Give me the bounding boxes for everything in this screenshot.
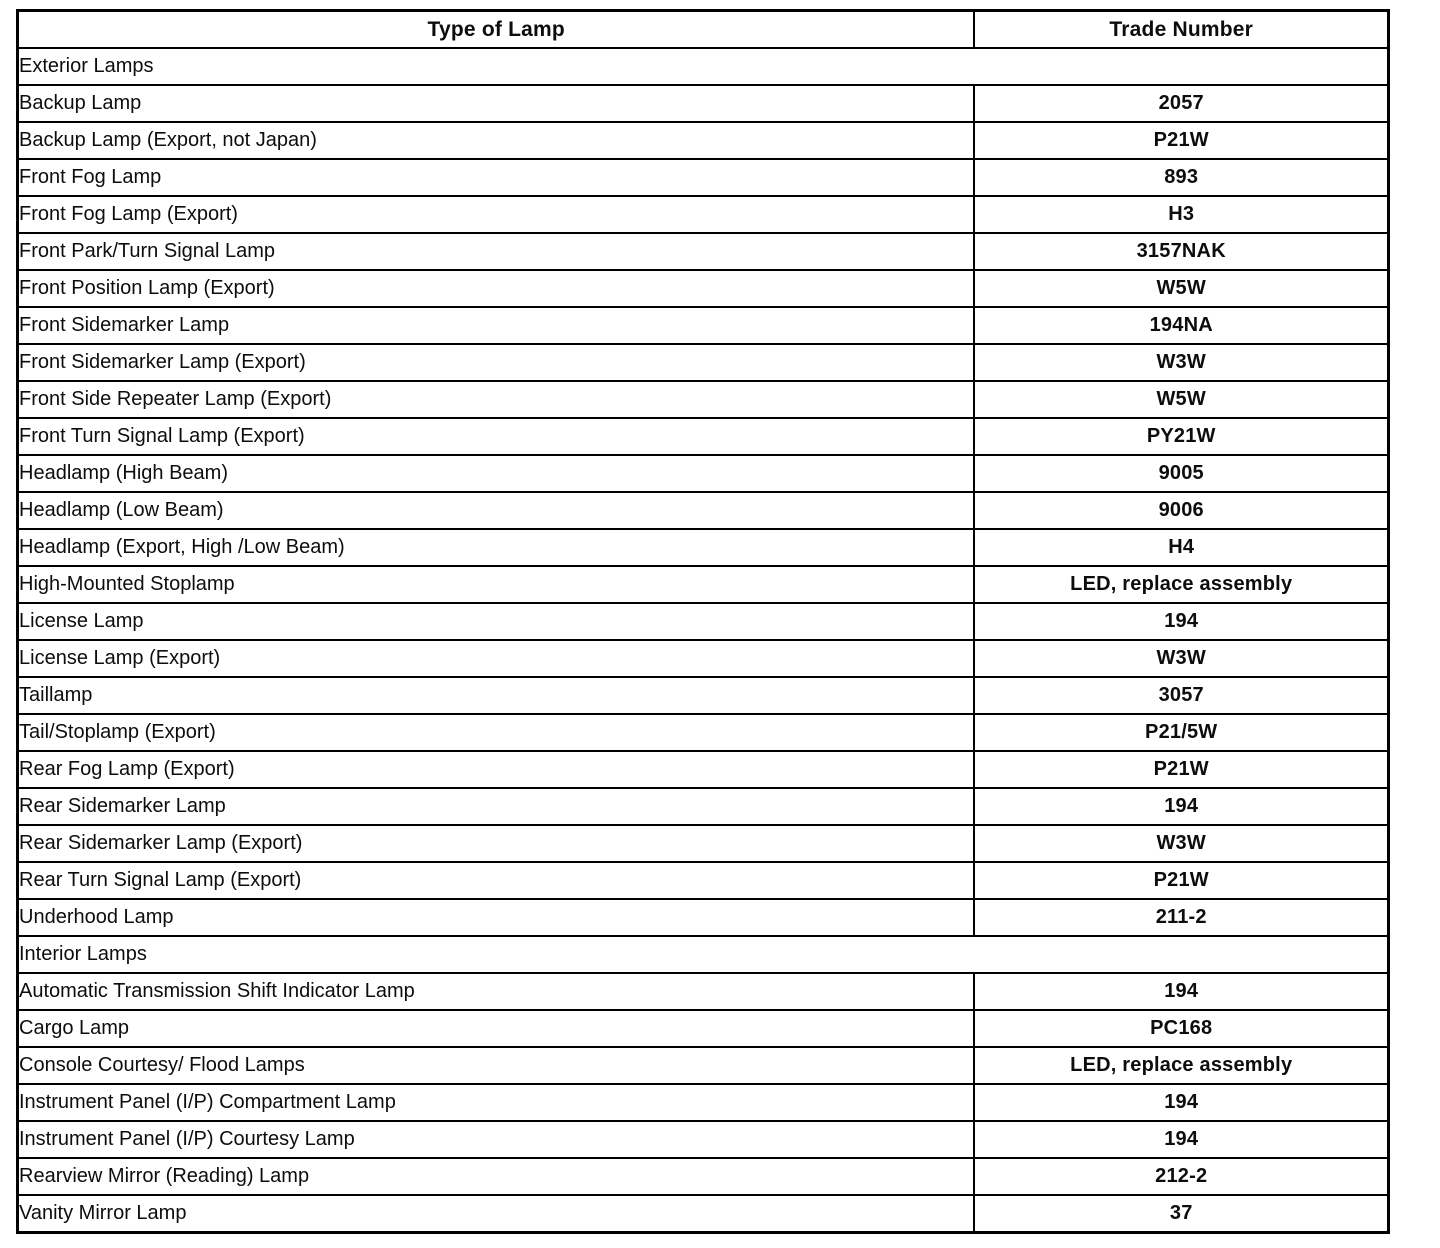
trade-number-cell: W3W <box>974 640 1388 677</box>
table-row <box>18 1047 1389 1084</box>
trade-number-cell: 194 <box>974 973 1388 1010</box>
lamp-type-cell: Backup Lamp (Export, not Japan) <box>18 122 975 159</box>
table-row <box>18 677 1389 714</box>
trade-number-cell: 3157NAK <box>974 233 1388 270</box>
table-row <box>18 566 1389 603</box>
trade-number-cell: H3 <box>974 196 1388 233</box>
table-row <box>18 825 1389 862</box>
table-row <box>18 862 1389 899</box>
trade-number-cell: 37 <box>974 1195 1388 1233</box>
trade-number-cell: W5W <box>974 270 1388 307</box>
table-row <box>18 1121 1389 1158</box>
table-row <box>18 381 1389 418</box>
lamp-type-cell: High-Mounted Stoplamp <box>18 566 975 603</box>
lamp-type-cell: Console Courtesy/ Flood Lamps <box>18 1047 975 1084</box>
trade-number-cell: 212-2 <box>974 1158 1388 1195</box>
lamp-type-cell: License Lamp (Export) <box>18 640 975 677</box>
lamp-type-cell: Cargo Lamp <box>18 1010 975 1047</box>
trade-number-cell: P21W <box>974 862 1388 899</box>
table-body <box>18 48 1389 1233</box>
table-row <box>18 455 1389 492</box>
table-row <box>18 788 1389 825</box>
table-row <box>18 344 1389 381</box>
table-row <box>18 529 1389 566</box>
trade-number-cell: LED, replace assembly <box>974 1047 1388 1084</box>
trade-number-cell: P21/5W <box>974 714 1388 751</box>
table-row <box>18 899 1389 936</box>
table-row <box>18 85 1389 122</box>
table-row <box>18 640 1389 677</box>
lamp-type-cell: Rear Sidemarker Lamp <box>18 788 975 825</box>
lamp-type-cell: Instrument Panel (I/P) Courtesy Lamp <box>18 1121 975 1158</box>
lamp-type-cell: Front Position Lamp (Export) <box>18 270 975 307</box>
lamp-type-cell: Headlamp (Low Beam) <box>18 492 975 529</box>
table-row <box>18 196 1389 233</box>
trade-number-cell: PY21W <box>974 418 1388 455</box>
table-row <box>18 307 1389 344</box>
lamp-type-cell: License Lamp <box>18 603 975 640</box>
trade-number-cell: 194 <box>974 1084 1388 1121</box>
lamp-type-cell: Front Fog Lamp (Export) <box>18 196 975 233</box>
lamp-type-cell: Front Side Repeater Lamp (Export) <box>18 381 975 418</box>
table-row <box>18 122 1389 159</box>
table-row <box>18 418 1389 455</box>
trade-number-cell: LED, replace assembly <box>974 566 1388 603</box>
lamp-type-cell: Front Sidemarker Lamp (Export) <box>18 344 975 381</box>
lamp-type-cell: Front Park/Turn Signal Lamp <box>18 233 975 270</box>
trade-number-cell: 194 <box>974 1121 1388 1158</box>
lamp-type-cell: Front Turn Signal Lamp (Export) <box>18 418 975 455</box>
trade-number-cell: W3W <box>974 344 1388 381</box>
table-row <box>18 233 1389 270</box>
table-row <box>18 270 1389 307</box>
trade-number-cell: 3057 <box>974 677 1388 714</box>
lamp-type-cell: Taillamp <box>18 677 975 714</box>
trade-number-cell: P21W <box>974 122 1388 159</box>
trade-number-cell: 9006 <box>974 492 1388 529</box>
lamp-type-cell: Front Fog Lamp <box>18 159 975 196</box>
lamp-type-cell: Automatic Transmission Shift Indicator Lamp <box>18 973 975 1010</box>
trade-number-cell: 194NA <box>974 307 1388 344</box>
table-row <box>18 159 1389 196</box>
trade-number-cell: P21W <box>974 751 1388 788</box>
trade-number-cell: 194 <box>974 603 1388 640</box>
lamp-type-cell: Headlamp (Export, High /Low Beam) <box>18 529 975 566</box>
table-row <box>18 1158 1389 1195</box>
lamp-type-cell: Instrument Panel (I/P) Compartment Lamp <box>18 1084 975 1121</box>
trade-number-cell: W5W <box>974 381 1388 418</box>
lamp-specifications-table <box>16 9 1390 1234</box>
column-header-type-of-lamp: Type of Lamp <box>18 11 975 49</box>
trade-number-cell: 9005 <box>974 455 1388 492</box>
table-row <box>18 973 1389 1010</box>
table-row <box>18 1084 1389 1121</box>
column-header-trade-number: Trade Number <box>974 11 1388 49</box>
trade-number-cell: PC168 <box>974 1010 1388 1047</box>
lamp-type-cell: Rear Turn Signal Lamp (Export) <box>18 862 975 899</box>
header-row <box>18 11 1389 49</box>
table-row <box>18 751 1389 788</box>
lamp-type-cell: Vanity Mirror Lamp <box>18 1195 975 1233</box>
table-row <box>18 1195 1389 1233</box>
table-row <box>18 714 1389 751</box>
lamp-type-cell: Backup Lamp <box>18 85 975 122</box>
lamp-type-cell: Rear Sidemarker Lamp (Export) <box>18 825 975 862</box>
lamp-type-cell: Front Sidemarker Lamp <box>18 307 975 344</box>
table-row <box>18 603 1389 640</box>
lamp-type-cell: Underhood Lamp <box>18 899 975 936</box>
trade-number-cell: 211-2 <box>974 899 1388 936</box>
section-header-row <box>18 936 1389 973</box>
lamp-type-cell: Tail/Stoplamp (Export) <box>18 714 975 751</box>
lamp-type-cell: Rearview Mirror (Reading) Lamp <box>18 1158 975 1195</box>
lamp-type-cell: Headlamp (High Beam) <box>18 455 975 492</box>
table-row <box>18 492 1389 529</box>
section-title: Exterior Lamps <box>18 48 1389 85</box>
lamp-type-cell: Rear Fog Lamp (Export) <box>18 751 975 788</box>
section-header-row <box>18 48 1389 85</box>
table-row <box>18 1010 1389 1047</box>
trade-number-cell: 194 <box>974 788 1388 825</box>
trade-number-cell: 893 <box>974 159 1388 196</box>
trade-number-cell: H4 <box>974 529 1388 566</box>
trade-number-cell: W3W <box>974 825 1388 862</box>
section-title: Interior Lamps <box>18 936 1389 973</box>
trade-number-cell: 2057 <box>974 85 1388 122</box>
